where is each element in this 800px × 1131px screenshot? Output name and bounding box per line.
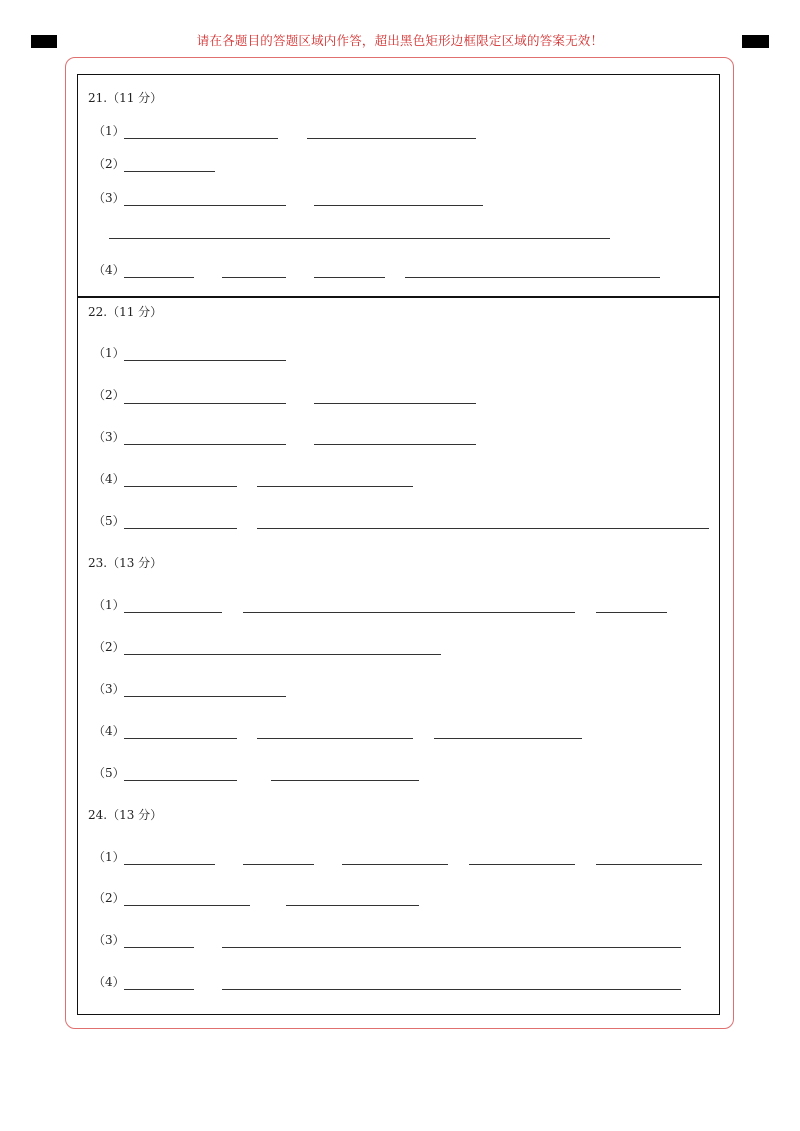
- q24-part-2-label: （2）: [93, 891, 125, 905]
- q21-part-4-blank-b[interactable]: [222, 277, 286, 278]
- q22-part-3-label: （3）: [93, 430, 125, 444]
- q21-part-4-blank-c[interactable]: [314, 277, 385, 278]
- q23-part-5-blank-a[interactable]: [124, 780, 237, 781]
- q23-part-3-blank-a[interactable]: [124, 696, 286, 697]
- q22-part-1-label: （1）: [93, 346, 125, 360]
- q24-part-2-blank-b[interactable]: [286, 905, 419, 906]
- q21-part-2-label: （2）: [93, 157, 125, 171]
- q22-part-2-blank-b[interactable]: [314, 403, 476, 404]
- q22-part-2-blank-a[interactable]: [124, 403, 286, 404]
- q21-part-3-label: （3）: [93, 191, 125, 205]
- q22-part-3-blank-a[interactable]: [124, 444, 286, 445]
- q24-part-4-label: （4）: [93, 975, 125, 989]
- q21-part-3-blank-c[interactable]: [109, 238, 610, 239]
- q21-part-3-blank-b[interactable]: [314, 205, 483, 206]
- q23-part-2-label: （2）: [93, 640, 125, 654]
- q22-part-3-blank-b[interactable]: [314, 444, 476, 445]
- q22-part-5-blank-b[interactable]: [257, 528, 709, 529]
- q22-part-2-label: （2）: [93, 388, 125, 402]
- q21-part-1-label: （1）: [93, 124, 125, 138]
- q21-part-4-blank-d[interactable]: [405, 277, 660, 278]
- q21-part-4-blank-a[interactable]: [124, 277, 194, 278]
- q23-part-2-blank-a[interactable]: [124, 654, 441, 655]
- q23-part-4-blank-a[interactable]: [124, 738, 237, 739]
- q23-part-1-blank-c[interactable]: [596, 612, 667, 613]
- q23-part-3-label: （3）: [93, 682, 125, 696]
- answer-area-warning: 请在各题目的答题区域内作答，超出黑色矩形边框限定区域的答案无效！: [196, 33, 604, 48]
- q23-part-1-blank-b[interactable]: [243, 612, 575, 613]
- q22-part-5-blank-a[interactable]: [124, 528, 237, 529]
- q22-part-4-blank-b[interactable]: [257, 486, 413, 487]
- q24-part-1-blank-c[interactable]: [342, 864, 448, 865]
- q22-part-5-label: （5）: [93, 514, 125, 528]
- question-24-title: 24.（13 分）: [88, 808, 163, 822]
- q24-part-1-blank-d[interactable]: [469, 864, 575, 865]
- q21-part-1-blank-b[interactable]: [307, 138, 476, 139]
- q24-part-1-blank-e[interactable]: [596, 864, 702, 865]
- q21-part-4-label: （4）: [93, 263, 125, 277]
- question-21-title: 21.（11 分）: [88, 91, 163, 105]
- q24-part-4-blank-a[interactable]: [124, 989, 194, 990]
- q24-part-2-blank-a[interactable]: [124, 905, 250, 906]
- q24-part-3-blank-b[interactable]: [222, 947, 681, 948]
- q24-part-3-label: （3）: [93, 933, 125, 947]
- q22-part-1-blank-a[interactable]: [124, 360, 286, 361]
- q24-part-4-blank-b[interactable]: [222, 989, 681, 990]
- q21-part-2-blank-a[interactable]: [124, 171, 215, 172]
- q21-part-3-blank-a[interactable]: [124, 205, 286, 206]
- q24-part-3-blank-a[interactable]: [124, 947, 194, 948]
- q23-part-1-blank-a[interactable]: [124, 612, 222, 613]
- question-21-box: [77, 74, 720, 298]
- q23-part-5-blank-b[interactable]: [271, 780, 419, 781]
- q23-part-4-label: （4）: [93, 724, 125, 738]
- q23-part-4-blank-b[interactable]: [257, 738, 413, 739]
- q21-part-1-blank-a[interactable]: [124, 138, 278, 139]
- q22-part-4-label: （4）: [93, 472, 125, 486]
- question-22-title: 22.（11 分）: [88, 305, 163, 319]
- q24-part-1-blank-a[interactable]: [124, 864, 215, 865]
- q23-part-4-blank-c[interactable]: [434, 738, 582, 739]
- q24-part-1-label: （1）: [93, 850, 125, 864]
- q24-part-1-blank-b[interactable]: [243, 864, 314, 865]
- q23-part-1-label: （1）: [93, 598, 125, 612]
- question-23-title: 23.（13 分）: [88, 556, 163, 570]
- q23-part-5-label: （5）: [93, 766, 125, 780]
- q22-part-4-blank-a[interactable]: [124, 486, 237, 487]
